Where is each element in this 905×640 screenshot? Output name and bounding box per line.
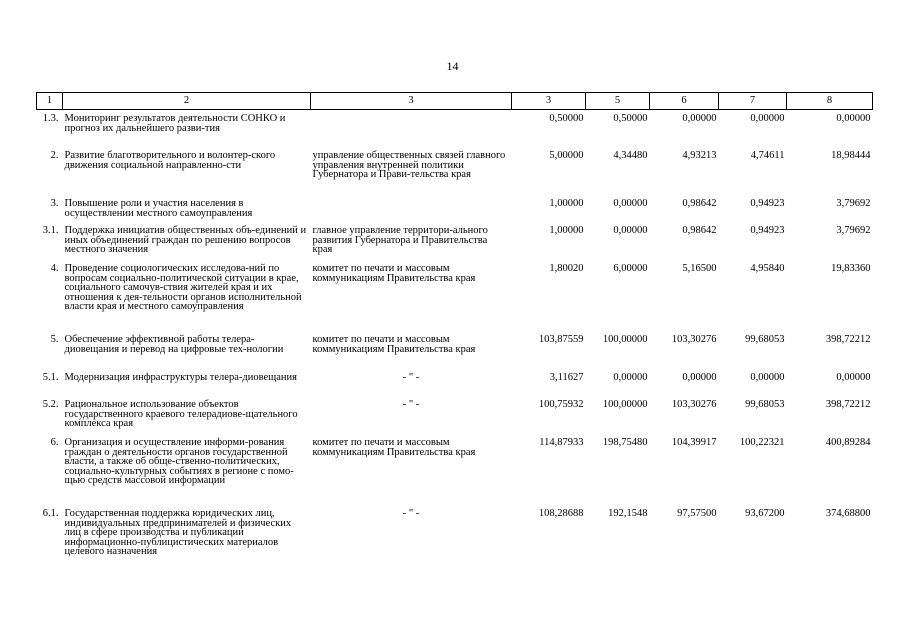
table-row	[37, 264, 873, 335]
header-cell: 1	[37, 93, 63, 110]
row-value: 1,80020	[549, 263, 584, 274]
row-value: 0,00000	[682, 372, 717, 383]
table-row	[37, 226, 873, 264]
row-value: 114,87933	[539, 437, 584, 448]
row-value: 1,00000	[549, 198, 584, 209]
row-executor: комитет по печати и массовым коммуникациям Правительства края	[312, 263, 476, 284]
row-index: 6.1.	[42, 508, 59, 519]
row-index: 1.3.	[42, 113, 59, 124]
row-name: Проведение социологических исследова-ний по вопросам социально-политической ситуации в крае, социального самочув-ствия жителей края и их отношения к дея-тельности органов исполнительной власти края и местного самоуправления	[64, 263, 302, 313]
row-value: 5,00000	[549, 150, 584, 161]
table-row	[37, 509, 873, 579]
row-value: 398,72212	[825, 399, 871, 410]
row-value: 192,1548	[608, 508, 648, 519]
row-name: Мониторинг результатов деятельности СОНКО и прогноз их дальнейшего разви-тия	[64, 113, 286, 134]
header-cell: 2	[63, 93, 311, 110]
row-index: 4.	[50, 263, 59, 274]
row-index: 6.	[50, 437, 59, 448]
row-value: 4,74611	[750, 150, 785, 161]
row-value: 3,11627	[549, 372, 584, 383]
row-name: Модернизация инфраструктуры телера-диовещания	[64, 372, 297, 383]
table-row	[37, 335, 873, 373]
row-value: 103,87559	[538, 334, 584, 345]
header-cell: 6	[650, 93, 719, 110]
row-value: 100,22321	[739, 437, 785, 448]
row-value: 99,68053	[745, 334, 785, 345]
row-value: 4,93213	[682, 150, 717, 161]
row-name: Государственная поддержка юридических лиц, индивидуальных предпринимателей и физических лиц в сфере производства и публикации информационно-публицистических материалов целевого назначения	[64, 508, 292, 558]
table-row	[37, 199, 873, 226]
row-value: 198,75480	[602, 437, 648, 448]
row-value: 0,00000	[613, 372, 648, 383]
row-value: 0,94923	[750, 225, 785, 236]
row-value: 0,00000	[613, 198, 648, 209]
row-index: 2.	[50, 150, 59, 161]
row-value: 4,95840	[750, 263, 785, 274]
row-value: 100,00000	[602, 399, 648, 410]
table-row	[37, 151, 873, 199]
row-value: 0,00000	[836, 372, 871, 383]
row-value: 18,98444	[831, 150, 871, 161]
row-value: 108,28688	[538, 508, 584, 519]
row-executor	[311, 114, 512, 151]
row-executor: комитет по печати и массовым коммуникациям Правительства края	[312, 334, 476, 355]
row-value: 1,00000	[549, 225, 584, 236]
row-value: 103,30276	[671, 399, 717, 410]
row-value: 0,00000	[682, 113, 717, 124]
row-value: 3,79692	[836, 198, 871, 209]
row-index: 3.1.	[42, 225, 59, 236]
row-value: 0,00000	[750, 372, 785, 383]
header-cell: 5	[586, 93, 650, 110]
row-value: 398,72212	[825, 334, 871, 345]
row-executor: - " -	[402, 372, 420, 383]
row-value: 103,30276	[671, 334, 717, 345]
row-value: 3,79692	[836, 225, 871, 236]
row-name: Обеспечение эффективной работы телера-диовещания и перевод на цифровые тех-нологии	[64, 334, 284, 355]
row-value: 100,00000	[602, 334, 648, 345]
row-value: 5,16500	[682, 263, 717, 274]
row-executor: - " -	[402, 508, 420, 519]
table-row	[37, 438, 873, 509]
row-value: 0,98642	[682, 225, 717, 236]
row-value: 374,68800	[825, 508, 871, 519]
row-value: 0,00000	[750, 113, 785, 124]
row-executor: - " -	[402, 399, 420, 410]
table-row	[37, 114, 873, 151]
row-value: 97,57500	[677, 508, 717, 519]
header-row	[37, 93, 873, 110]
row-executor: комитет по печати и массовым коммуникациям Правительства края	[312, 437, 476, 458]
page-number: 14	[446, 59, 459, 73]
row-value: 0,98642	[682, 198, 717, 209]
row-name: Организация и осуществление информи-рования граждан о деятельности органов государственной власти, а также об обще-ственно-политических, социально-культурных событиях в регионе с помо-щью средств массовой информации	[64, 437, 294, 487]
row-value: 400,89284	[825, 437, 871, 448]
table-row	[37, 373, 873, 400]
row-name: Рациональное использование объектов государственного краевого телерадиове-щательного комплекса края	[64, 399, 298, 430]
row-executor: управление общественных связей главного управления внутренней политики Губернатора и Прави-тельства края	[312, 150, 506, 181]
row-value: 0,50000	[549, 113, 584, 124]
row-value: 0,50000	[613, 113, 648, 124]
row-executor: главное управление территори-ального развития Губернатора и Правительства края	[312, 225, 488, 256]
row-value: 4,34480	[613, 150, 648, 161]
row-index: 3.	[50, 198, 59, 209]
row-name: Повышение роли и участия населения в осуществлении местного самоуправления	[64, 198, 253, 219]
row-executor	[311, 199, 512, 226]
row-index: 5.	[50, 334, 59, 345]
row-value: 0,94923	[750, 198, 785, 209]
row-index: 5.1.	[42, 372, 59, 383]
header-cell: 3	[311, 93, 512, 110]
row-index: 5.2.	[42, 399, 59, 410]
row-value: 0,00000	[836, 113, 871, 124]
row-name: Поддержка инициатив общественных объ-единений и иных объединений граждан по решению вопросов местного значения	[64, 225, 307, 256]
row-value: 93,67200	[745, 508, 785, 519]
row-value: 0,00000	[613, 225, 648, 236]
header-cell: 3	[512, 93, 586, 110]
row-value: 99,68053	[745, 399, 785, 410]
header-cell: 8	[787, 93, 873, 110]
row-name: Развитие благотворительного и волонтер-ского движения социальной направленно-сти	[64, 150, 276, 171]
row-value: 6,00000	[613, 263, 648, 274]
header-cell: 7	[719, 93, 787, 110]
row-value: 100,75932	[538, 399, 584, 410]
row-value: 104,39917	[671, 437, 717, 448]
row-value: 19,83360	[831, 263, 871, 274]
budget-table	[36, 92, 873, 579]
table-row	[37, 400, 873, 438]
